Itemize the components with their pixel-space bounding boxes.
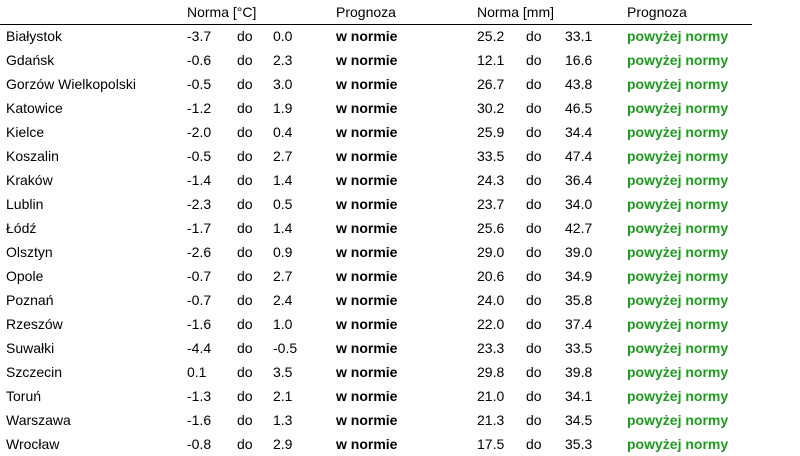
temp-norm-min: -4.4	[187, 340, 212, 356]
precip-norm-min: 24.3	[477, 172, 505, 188]
temp-norm-min: -2.3	[187, 196, 212, 212]
precip-norm-min: 29.0	[477, 244, 505, 260]
precip-forecast: powyżej normy	[627, 52, 729, 68]
precip-norm-max: 33.5	[565, 340, 593, 356]
precip-forecast: powyżej normy	[627, 28, 729, 44]
temp-forecast: w normie	[336, 364, 398, 380]
header-temperature-norm: Norma [°C]	[187, 4, 257, 20]
precip-forecast: powyżej normy	[627, 76, 729, 92]
precip-norm-max: 47.4	[565, 148, 593, 164]
temp-norm-min: -0.8	[187, 436, 212, 452]
temp-norm-max: 1.4	[273, 172, 293, 188]
city-name: Warszawa	[6, 412, 71, 428]
precip-norm-min: 23.3	[477, 340, 505, 356]
precip-norm-min: 17.5	[477, 436, 505, 452]
temp-range-separator: do	[237, 100, 253, 116]
temp-forecast: w normie	[336, 316, 398, 332]
temp-range-separator: do	[237, 28, 253, 44]
temp-norm-max: 2.7	[273, 148, 293, 164]
temp-forecast: w normie	[336, 292, 398, 308]
precip-norm-max: 34.5	[565, 412, 593, 428]
temp-norm-min: -3.7	[187, 28, 212, 44]
city-name: Suwałki	[6, 340, 55, 356]
temp-norm-max: 2.9	[273, 436, 293, 452]
temp-forecast: w normie	[336, 196, 398, 212]
temp-range-separator: do	[237, 196, 253, 212]
temp-forecast: w normie	[336, 28, 398, 44]
precip-norm-max: 42.7	[565, 220, 593, 236]
city-name: Gdańsk	[6, 52, 55, 68]
city-name: Białystok	[6, 28, 63, 44]
temp-norm-min: -0.6	[187, 52, 212, 68]
temp-norm-min: -0.7	[187, 292, 212, 308]
temp-forecast: w normie	[336, 76, 398, 92]
precip-forecast: powyżej normy	[627, 220, 729, 236]
temp-norm-max: 3.5	[273, 364, 293, 380]
header-temperature-forecast: Prognoza	[336, 4, 396, 20]
temp-norm-min: -2.6	[187, 244, 212, 260]
temp-norm-min: -1.3	[187, 388, 212, 404]
precip-norm-max: 39.0	[565, 244, 593, 260]
precip-forecast: powyżej normy	[627, 268, 729, 284]
precip-norm-max: 33.1	[565, 28, 593, 44]
temp-range-separator: do	[237, 76, 253, 92]
temp-norm-min: -1.2	[187, 100, 212, 116]
temp-norm-max: 1.0	[273, 316, 293, 332]
precip-norm-min: 23.7	[477, 196, 505, 212]
city-name: Szczecin	[6, 364, 63, 380]
precip-norm-min: 33.5	[477, 148, 505, 164]
precip-norm-min: 24.0	[477, 292, 505, 308]
precip-range-separator: do	[526, 340, 542, 356]
temp-forecast: w normie	[336, 124, 398, 140]
temp-norm-max: -0.5	[273, 340, 298, 356]
temp-norm-min: -0.5	[187, 76, 212, 92]
header-precipitation-norm: Norma [mm]	[477, 4, 554, 20]
precip-forecast: powyżej normy	[627, 244, 729, 260]
temp-range-separator: do	[237, 244, 253, 260]
precip-norm-min: 20.6	[477, 268, 505, 284]
precip-range-separator: do	[526, 436, 542, 452]
precip-norm-min: 29.8	[477, 364, 505, 380]
precip-forecast: powyżej normy	[627, 100, 729, 116]
city-name: Lublin	[6, 196, 44, 212]
header-precipitation-forecast: Prognoza	[627, 4, 687, 20]
precip-range-separator: do	[526, 52, 542, 68]
temp-norm-min: -0.7	[187, 268, 212, 284]
temp-norm-max: 0.9	[273, 244, 293, 260]
temp-forecast: w normie	[336, 148, 398, 164]
temp-range-separator: do	[237, 124, 253, 140]
precip-range-separator: do	[526, 364, 542, 380]
precip-range-separator: do	[526, 148, 542, 164]
precip-forecast: powyżej normy	[627, 412, 729, 428]
precip-norm-max: 37.4	[565, 316, 593, 332]
precip-norm-max: 16.6	[565, 52, 593, 68]
temp-range-separator: do	[237, 220, 253, 236]
temp-norm-max: 0.5	[273, 196, 293, 212]
city-name: Koszalin	[6, 148, 59, 164]
precip-norm-min: 25.2	[477, 28, 505, 44]
temp-norm-max: 1.9	[273, 100, 293, 116]
city-name: Kielce	[6, 124, 45, 140]
temp-norm-min: -1.6	[187, 316, 212, 332]
temp-range-separator: do	[237, 436, 253, 452]
city-name: Poznań	[6, 292, 54, 308]
precip-forecast: powyżej normy	[627, 436, 729, 452]
precip-forecast: powyżej normy	[627, 388, 729, 404]
temp-forecast: w normie	[336, 388, 398, 404]
temp-forecast: w normie	[336, 52, 398, 68]
precip-forecast: powyżej normy	[627, 196, 729, 212]
temp-forecast: w normie	[336, 244, 398, 260]
precip-range-separator: do	[526, 76, 542, 92]
temp-norm-max: 1.4	[273, 220, 293, 236]
precip-range-separator: do	[526, 292, 542, 308]
temp-range-separator: do	[237, 148, 253, 164]
precip-range-separator: do	[526, 412, 542, 428]
city-name: Katowice	[6, 100, 63, 116]
precip-norm-max: 36.4	[565, 172, 593, 188]
temp-range-separator: do	[237, 292, 253, 308]
temp-norm-min: -1.7	[187, 220, 212, 236]
city-name: Gorzów Wielkopolski	[6, 76, 136, 92]
precip-range-separator: do	[526, 244, 542, 260]
precip-norm-max: 43.8	[565, 76, 593, 92]
precip-forecast: powyżej normy	[627, 292, 729, 308]
temp-forecast: w normie	[336, 172, 398, 188]
temp-forecast: w normie	[336, 340, 398, 356]
precip-norm-max: 46.5	[565, 100, 593, 116]
precip-norm-max: 34.0	[565, 196, 593, 212]
precip-forecast: powyżej normy	[627, 172, 729, 188]
precip-norm-max: 34.1	[565, 388, 593, 404]
precip-forecast: powyżej normy	[627, 148, 729, 164]
temp-norm-max: 2.3	[273, 52, 293, 68]
temp-norm-min: -2.0	[187, 124, 212, 140]
temp-range-separator: do	[237, 340, 253, 356]
temp-forecast: w normie	[336, 100, 398, 116]
precip-forecast: powyżej normy	[627, 316, 729, 332]
temp-norm-max: 1.3	[273, 412, 293, 428]
precip-forecast: powyżej normy	[627, 340, 729, 356]
temp-norm-min: 0.1	[187, 364, 207, 380]
precip-range-separator: do	[526, 124, 542, 140]
temp-norm-max: 0.0	[273, 28, 293, 44]
precip-norm-min: 21.0	[477, 388, 505, 404]
precip-norm-max: 34.4	[565, 124, 593, 140]
temp-range-separator: do	[237, 172, 253, 188]
temp-range-separator: do	[237, 388, 253, 404]
temp-norm-max: 0.4	[273, 124, 293, 140]
temp-range-separator: do	[237, 268, 253, 284]
temp-range-separator: do	[237, 364, 253, 380]
precip-norm-max: 39.8	[565, 364, 593, 380]
precip-norm-max: 35.3	[565, 436, 593, 452]
precip-norm-min: 26.7	[477, 76, 505, 92]
precip-range-separator: do	[526, 388, 542, 404]
temp-forecast: w normie	[336, 268, 398, 284]
temp-range-separator: do	[237, 412, 253, 428]
city-name: Opole	[6, 268, 44, 284]
precip-norm-min: 30.2	[477, 100, 505, 116]
temp-norm-max: 2.4	[273, 292, 293, 308]
precip-norm-max: 34.9	[565, 268, 593, 284]
precip-range-separator: do	[526, 100, 542, 116]
temp-norm-max: 2.1	[273, 388, 293, 404]
city-name: Toruń	[6, 388, 42, 404]
precip-range-separator: do	[526, 172, 542, 188]
precip-range-separator: do	[526, 268, 542, 284]
precip-norm-min: 22.0	[477, 316, 505, 332]
temp-norm-min: -0.5	[187, 148, 212, 164]
precip-range-separator: do	[526, 28, 542, 44]
temp-forecast: w normie	[336, 436, 398, 452]
city-name: Olsztyn	[6, 244, 53, 260]
temp-range-separator: do	[237, 316, 253, 332]
precip-norm-min: 12.1	[477, 52, 505, 68]
precip-norm-min: 25.9	[477, 124, 505, 140]
city-name: Kraków	[6, 172, 53, 188]
precip-norm-min: 25.6	[477, 220, 505, 236]
precip-range-separator: do	[526, 196, 542, 212]
temp-norm-max: 3.0	[273, 76, 293, 92]
precip-range-separator: do	[526, 316, 542, 332]
precip-norm-min: 21.3	[477, 412, 505, 428]
temp-forecast: w normie	[336, 220, 398, 236]
precip-range-separator: do	[526, 220, 542, 236]
city-name: Rzeszów	[6, 316, 63, 332]
precip-norm-max: 35.8	[565, 292, 593, 308]
temp-norm-min: -1.6	[187, 412, 212, 428]
temp-forecast: w normie	[336, 412, 398, 428]
temp-norm-min: -1.4	[187, 172, 212, 188]
city-name: Łódź	[6, 220, 37, 236]
temp-range-separator: do	[237, 52, 253, 68]
city-name: Wrocław	[6, 436, 60, 452]
precip-forecast: powyżej normy	[627, 124, 729, 140]
temp-norm-max: 2.7	[273, 268, 293, 284]
precip-forecast: powyżej normy	[627, 364, 729, 380]
